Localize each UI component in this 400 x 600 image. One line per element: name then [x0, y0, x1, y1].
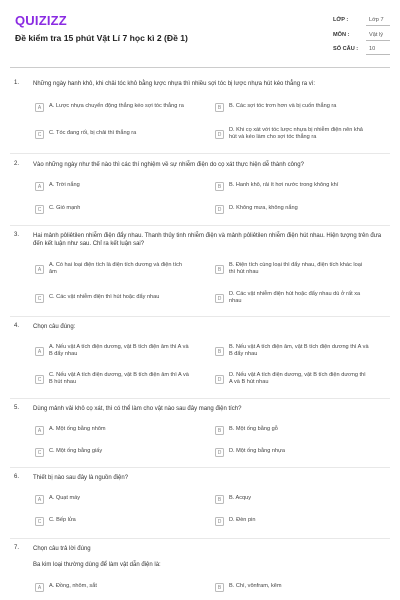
- option-a[interactable]: [35, 100, 189, 114]
- worksheet-header: [0, 0, 400, 70]
- option-b[interactable]: [215, 580, 369, 594]
- option-text: D. Khi cọ xát với tóc lược nhựa bị nhiễm điện nên khả hút và kéo làm cho sợi tóc thẳng ra: [229, 126, 363, 140]
- question-number: 5.: [14, 405, 20, 411]
- option-letter-badge: B: [215, 265, 224, 274]
- option-text: A. Có hai loại điện tích là điện tích dương và điện tích âm: [49, 261, 183, 275]
- question-text: Vào những ngày như thế nào thì các thí nghiệm về sự nhiễm điện do cọ xát thực hiện dễ thành công?: [33, 162, 304, 168]
- option-text: B. Điện tích cùng loại thì đẩy nhau, điện tích khác loại thì hút nhau: [229, 261, 363, 275]
- question-text: Dùng mảnh vải khô cọ xát, thì có thể làm cho vật nào sau đây mang điện tích?: [33, 406, 242, 412]
- option-text: D. Một ống bằng nhựa: [229, 448, 285, 455]
- header-divider: [10, 67, 390, 68]
- option-b[interactable]: [215, 179, 369, 193]
- option-text: C. Nếu vật A tích điện dương, vật B tích điện âm thì A và B hút nhau: [49, 371, 189, 385]
- option-text: A. Lược nhựa chuyển động thẳng kéo sợi tóc thẳng ra: [49, 103, 184, 110]
- option-letter-badge: D: [215, 375, 224, 384]
- option-letter-badge: D: [215, 130, 224, 139]
- option-letter-badge: A: [35, 265, 44, 274]
- option-text: A. Quạt máy: [49, 495, 81, 502]
- question-text: Thiết bị nào sau đây là nguồn điện?: [33, 475, 129, 481]
- option-c[interactable]: [35, 202, 189, 216]
- question-divider: [10, 316, 390, 317]
- question-number: 4.: [14, 323, 20, 329]
- option-letter-badge: C: [35, 517, 44, 526]
- option-letter-badge: A: [35, 347, 44, 356]
- option-text: B. Nếu vật A tích điện âm, vật B tích điện dương thì A và B đẩy nhau: [229, 343, 369, 357]
- class-underline: [366, 25, 390, 26]
- question-count-label: SỐ CÂU :: [333, 46, 359, 52]
- option-text: A. Đồng, nhôm, sắt: [49, 583, 97, 590]
- class-label: LỚP :: [333, 17, 349, 23]
- option-text: C. Tóc đang rối, bị chải thì thẳng ra: [49, 130, 137, 137]
- subject-value: Vật lý: [369, 32, 383, 38]
- option-b[interactable]: [215, 423, 369, 437]
- option-letter-badge: B: [215, 495, 224, 504]
- option-letter-badge: C: [35, 375, 44, 384]
- question-count-value: 10: [369, 46, 376, 52]
- option-text: A. Nếu vật A tích điện dương, vật B tích điện âm thì A và B đẩy nhau: [49, 343, 189, 357]
- option-c[interactable]: [35, 372, 189, 386]
- option-text: D. Không mưa, không nắng: [229, 205, 298, 212]
- option-letter-badge: D: [215, 294, 224, 303]
- option-d[interactable]: [215, 127, 369, 141]
- question-divider: [10, 225, 390, 226]
- question-divider: [10, 153, 390, 154]
- option-a[interactable]: [35, 262, 189, 276]
- option-letter-badge: A: [35, 426, 44, 435]
- question-divider: [10, 538, 390, 539]
- option-text: B. Một ống bằng gỗ: [229, 426, 278, 433]
- option-b[interactable]: [215, 262, 369, 276]
- option-letter-badge: C: [35, 130, 44, 139]
- question-number: 1.: [14, 80, 20, 86]
- option-letter-badge: A: [35, 103, 44, 112]
- option-text: C. Một ống bằng giấy: [49, 448, 103, 455]
- option-text: C. Các vật nhiễm điện thì hút hoặc đẩy nhau: [49, 294, 160, 301]
- quizizz-logo: QUIZIZZ: [15, 13, 67, 28]
- question-number: 2.: [14, 161, 20, 167]
- option-c[interactable]: [35, 445, 189, 459]
- option-letter-badge: B: [215, 103, 224, 112]
- question-divider: [10, 398, 390, 399]
- option-letter-badge: B: [215, 426, 224, 435]
- option-a[interactable]: [35, 423, 189, 437]
- option-text: A. Trời nắng: [49, 182, 80, 189]
- option-letter-badge: D: [215, 448, 224, 457]
- option-text: B. Chì, vônfram, kẽm: [229, 583, 282, 590]
- option-text: A. Một ống bằng nhôm: [49, 426, 106, 433]
- option-c[interactable]: [35, 291, 189, 305]
- option-b[interactable]: [215, 492, 369, 506]
- worksheet-title: Đề kiểm tra 15 phút Vật Lí 7 học kì 2 (Đề 1): [15, 33, 188, 43]
- option-d[interactable]: [215, 445, 369, 459]
- question-number: 7.: [14, 545, 20, 551]
- option-c[interactable]: [35, 127, 189, 141]
- subject-underline: [366, 40, 390, 41]
- option-letter-badge: A: [35, 583, 44, 592]
- option-c[interactable]: [35, 514, 189, 528]
- option-text: B. Các sợi tóc trơn hơn và bị cuốn thẳng ra: [229, 103, 337, 110]
- option-d[interactable]: [215, 291, 369, 305]
- question-subtext: Ba kim loại thường dùng để làm vật dẫn điện là:: [33, 562, 161, 568]
- option-text: C. Bếp lửa: [49, 517, 76, 524]
- option-a[interactable]: [35, 179, 189, 193]
- option-letter-badge: B: [215, 347, 224, 356]
- option-letter-badge: C: [35, 448, 44, 457]
- option-letter-badge: C: [35, 294, 44, 303]
- option-letter-badge: B: [215, 583, 224, 592]
- option-text: D. Các vật nhiễm điện hút hoặc đẩy nhau dù ở rất xa nhau: [229, 290, 361, 304]
- option-a[interactable]: [35, 344, 189, 358]
- class-value: Lớp 7: [369, 17, 384, 23]
- question-text: Những ngày hanh khô, khi chải tóc khô bằng lược nhựa thì nhiều sợi tóc bị lược nhựa hút kéo thẳng ra vì:: [33, 81, 316, 87]
- option-text: C. Gió mạnh: [49, 205, 81, 212]
- subject-label: MÔN :: [333, 32, 350, 38]
- question-number: 3.: [14, 232, 20, 238]
- option-d[interactable]: [215, 202, 369, 216]
- option-a[interactable]: [35, 580, 189, 594]
- option-letter-badge: D: [215, 205, 224, 214]
- option-d[interactable]: [215, 372, 369, 386]
- question-text: Chọn câu trả lời đúng: [33, 546, 91, 552]
- question-count-underline: [366, 54, 390, 55]
- question-divider: [10, 467, 390, 468]
- option-text: D. Đèn pin: [229, 517, 256, 524]
- option-b[interactable]: [215, 100, 369, 114]
- question-text: Chọn câu đúng:: [33, 324, 76, 330]
- option-letter-badge: A: [35, 182, 44, 191]
- option-letter-badge: A: [35, 495, 44, 504]
- option-text: B. Hanh khô, rải ít hơi nước trong không khí: [229, 182, 339, 189]
- option-letter-badge: B: [215, 182, 224, 191]
- option-text: B. Acquy: [229, 495, 252, 502]
- option-a[interactable]: [35, 492, 189, 506]
- option-text: D. Nếu vật A tích điện dương, vật B tích điện dương thì A và B hút nhau: [229, 371, 366, 385]
- question-text: Hai mảnh pôliêtilen nhiễm điện đẩy nhau. Thanh thủy tinh nhiễm điện và mảnh pôliêtilen nhiễm điện hút nhau. Hiện tượng trên đưa đến kết luận như sau. Chỉ ra kết luận sai?: [33, 233, 382, 248]
- question-number: 6.: [14, 474, 20, 480]
- option-b[interactable]: [215, 344, 369, 358]
- option-d[interactable]: [215, 514, 369, 528]
- option-letter-badge: D: [215, 517, 224, 526]
- option-letter-badge: C: [35, 205, 44, 214]
